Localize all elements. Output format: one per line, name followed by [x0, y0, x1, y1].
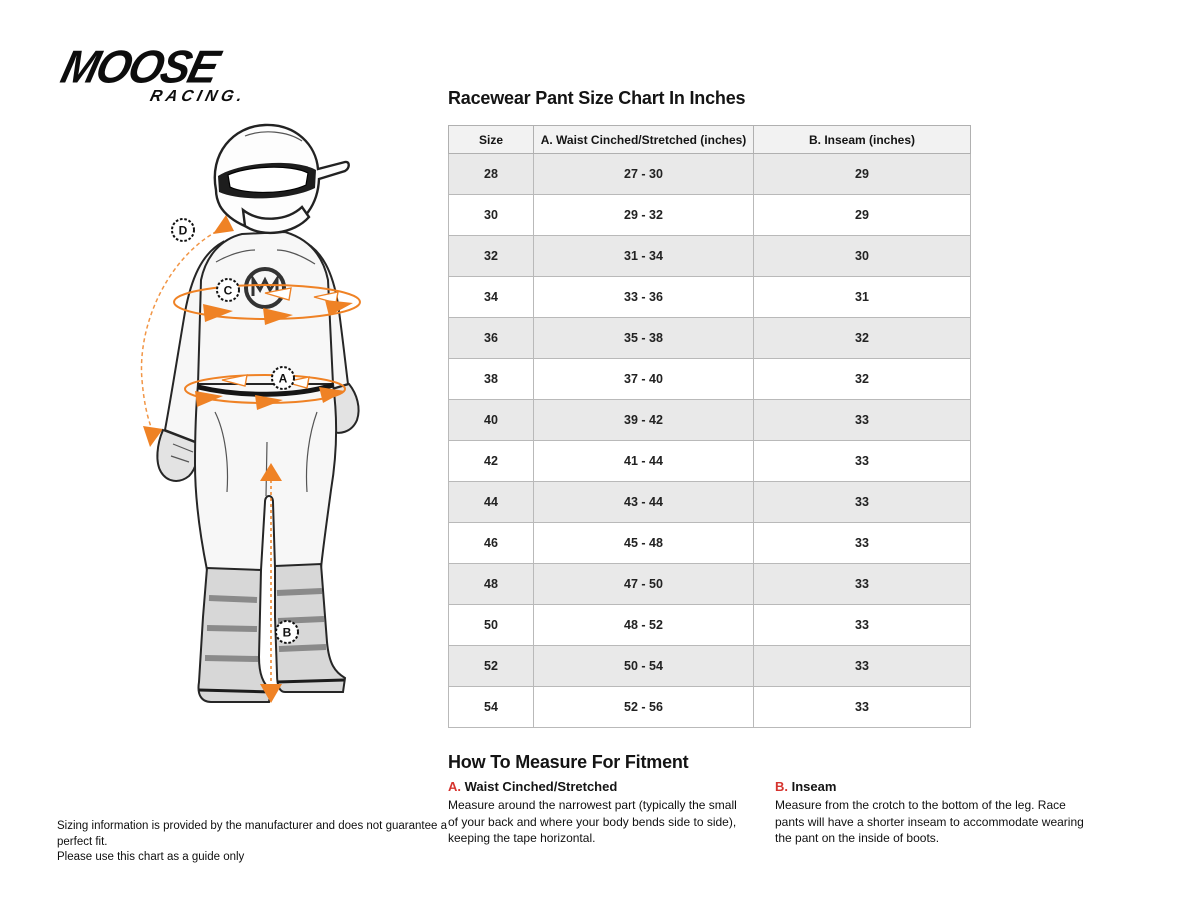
table-row — [449, 154, 971, 195]
table-cell: 42 — [449, 441, 534, 482]
table-cell: 47 - 50 — [534, 564, 754, 605]
disclaimer-line-2: Please use this chart as a guide only — [57, 851, 245, 864]
label-letter-a: A — [278, 371, 288, 386]
table-cell: 38 — [449, 359, 534, 400]
table-body — [449, 154, 971, 728]
table-row — [449, 236, 971, 277]
table-cell: 33 — [754, 564, 971, 605]
table-row — [449, 523, 971, 564]
table-cell: 50 - 54 — [534, 646, 754, 687]
table-cell: 48 — [449, 564, 534, 605]
table-cell: 40 — [449, 400, 534, 441]
measure-waist-heading-text: Waist Cinched/Stretched — [464, 779, 618, 794]
table-cell: 41 - 44 — [534, 441, 754, 482]
measure-section-waist — [448, 779, 750, 847]
label-letter-b: B — [282, 625, 292, 640]
table-cell: 39 - 42 — [534, 400, 754, 441]
table-row — [449, 687, 971, 728]
table-cell: 33 — [754, 523, 971, 564]
table-cell: 33 — [754, 687, 971, 728]
measure-inseam-heading — [775, 779, 1087, 794]
table-row — [449, 195, 971, 236]
rider-illustration — [95, 112, 415, 740]
table-cell: 54 — [449, 687, 534, 728]
table-cell: 33 — [754, 482, 971, 523]
table-row — [449, 277, 971, 318]
table-cell: 48 - 52 — [534, 605, 754, 646]
label-letter-c: C — [223, 283, 233, 298]
measure-waist-body: Measure around the narrowest part (typically the small of your back and where your body bends side to side), keeping the tape horizontal. — [448, 798, 737, 846]
table-cell: 32 — [754, 318, 971, 359]
measure-inseam-letter: B. — [775, 779, 788, 794]
table-cell: 36 — [449, 318, 534, 359]
label-circle-d — [172, 219, 194, 241]
table-cell: 52 — [449, 646, 534, 687]
table-cell: 32 — [449, 236, 534, 277]
table-row — [449, 318, 971, 359]
table-cell: 33 — [754, 400, 971, 441]
table-cell: 35 - 38 — [534, 318, 754, 359]
label-circle-b — [276, 621, 298, 643]
table-cell: 29 — [754, 154, 971, 195]
table-header-row — [449, 126, 971, 154]
size-chart-title: Racewear Pant Size Chart In Inches — [448, 88, 746, 108]
table-cell: 46 — [449, 523, 534, 564]
table-cell: 31 - 34 — [534, 236, 754, 277]
disclaimer — [57, 819, 447, 866]
table-cell: 44 — [449, 482, 534, 523]
column-header-inseam: B. Inseam (inches) — [754, 126, 971, 154]
table-row — [449, 441, 971, 482]
table-cell: 32 — [754, 359, 971, 400]
label-letter-d: D — [178, 223, 188, 238]
table-cell: 30 — [449, 195, 534, 236]
measure-inseam-body: Measure from the crotch to the bottom of the leg. Race pants will have a shorter inseam to accommodate wearing the pant on the inside of boots. — [775, 798, 1084, 846]
table-row — [449, 605, 971, 646]
table-cell: 52 - 56 — [534, 687, 754, 728]
size-chart-table — [448, 125, 971, 728]
table-cell: 27 - 30 — [534, 154, 754, 195]
column-header-waist: A. Waist Cinched/Stretched (inches) — [534, 126, 754, 154]
table-cell: 33 — [754, 646, 971, 687]
table-cell: 33 — [754, 441, 971, 482]
label-circle-c — [217, 279, 239, 301]
measure-section-inseam — [775, 779, 1087, 847]
measure-waist-heading — [448, 779, 750, 794]
table-row — [449, 564, 971, 605]
column-header-size: Size — [449, 126, 534, 154]
table-cell: 30 — [754, 236, 971, 277]
table-row — [449, 646, 971, 687]
logo-word-racing: RACING. — [148, 87, 248, 105]
measure-waist-letter: A. — [448, 779, 461, 794]
table-cell: 28 — [449, 154, 534, 195]
rider-left-boot — [199, 568, 272, 702]
table-cell: 33 - 36 — [534, 277, 754, 318]
table-cell: 45 - 48 — [534, 523, 754, 564]
table-cell: 50 — [449, 605, 534, 646]
goggles-lens — [228, 167, 308, 192]
how-to-measure-title: How To Measure For Fitment — [448, 752, 689, 772]
table-cell: 34 — [449, 277, 534, 318]
table-row — [449, 359, 971, 400]
label-circle-a — [272, 367, 294, 389]
rider-illustration-svg — [95, 112, 415, 740]
table-row — [449, 400, 971, 441]
table-cell: 43 - 44 — [534, 482, 754, 523]
table-cell: 33 — [754, 605, 971, 646]
disclaimer-line-1: Sizing information is provided by the manufacturer and does not guarantee a perfect fit. — [57, 820, 447, 848]
measure-inseam-heading-text: Inseam — [791, 779, 837, 794]
table-cell: 37 - 40 — [534, 359, 754, 400]
table-cell: 29 — [754, 195, 971, 236]
table-cell: 31 — [754, 277, 971, 318]
table-row — [449, 482, 971, 523]
moose-racing-logo — [56, 41, 252, 106]
logo-word-moose: MOOSE — [56, 41, 223, 94]
table-cell: 29 - 32 — [534, 195, 754, 236]
